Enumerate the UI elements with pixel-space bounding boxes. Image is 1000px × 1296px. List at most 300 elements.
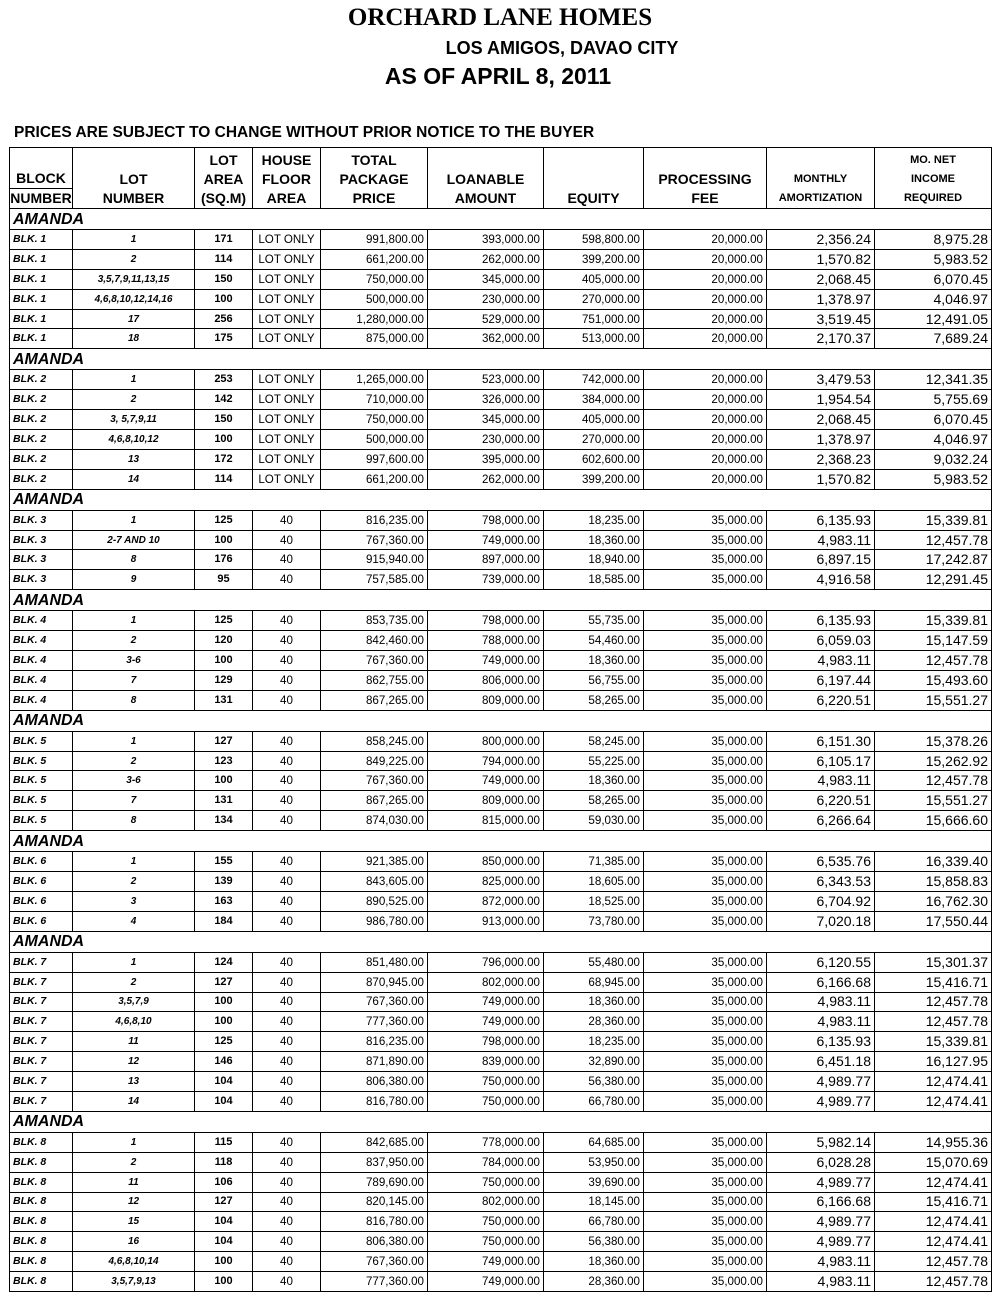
total-package-price-cell: 1,265,000.00 xyxy=(321,370,428,390)
group-spacer-cell xyxy=(644,1111,767,1132)
mo-net-income-required-cell: 15,378.26 xyxy=(875,731,992,751)
mo-net-income-required-cell: 14,955.36 xyxy=(875,1132,992,1152)
house-floor-area-cell: 40 xyxy=(253,852,321,872)
block-number-cell: BLK. 5 xyxy=(10,811,73,831)
group-spacer-cell xyxy=(544,590,644,611)
total-package-price-cell: 500,000.00 xyxy=(321,289,428,309)
block-number-cell: BLK. 7 xyxy=(10,1032,73,1052)
loanable-amount-cell: 897,000.00 xyxy=(428,550,544,570)
group-spacer-cell xyxy=(644,590,767,611)
lot-number-cell: 11 xyxy=(73,1172,195,1192)
total-package-price-cell: 862,755.00 xyxy=(321,670,428,690)
total-package-price-cell: 767,360.00 xyxy=(321,651,428,671)
block-number-cell: BLK. 3 xyxy=(10,530,73,550)
mo-net-income-required-cell: 12,474.41 xyxy=(875,1091,992,1111)
column-header-line: MO. NET xyxy=(910,154,956,166)
total-package-price-cell: 816,780.00 xyxy=(321,1091,428,1111)
house-floor-area-cell: LOT ONLY xyxy=(253,230,321,250)
table-row xyxy=(10,1091,992,1111)
processing-fee-cell: 35,000.00 xyxy=(644,911,767,931)
group-header-row xyxy=(10,489,992,510)
group-spacer-cell xyxy=(253,831,321,852)
column-header-line: LOANABLE xyxy=(446,171,525,187)
processing-fee-cell: 35,000.00 xyxy=(644,1132,767,1152)
processing-fee-cell: 20,000.00 xyxy=(644,249,767,269)
equity-cell: 55,225.00 xyxy=(544,751,644,771)
lot-number-cell: 18 xyxy=(73,329,195,349)
total-package-price-cell: 870,945.00 xyxy=(321,972,428,992)
lot-area-cell: 114 xyxy=(195,249,253,269)
loanable-amount-cell: 345,000.00 xyxy=(428,410,544,430)
table-row xyxy=(10,1212,992,1232)
table-row xyxy=(10,972,992,992)
monthly-amortization-cell: 6,220.51 xyxy=(767,791,875,811)
column-header-line: AREA xyxy=(266,190,307,206)
lot-area-cell: 125 xyxy=(195,611,253,631)
block-number-cell: BLK. 1 xyxy=(10,269,73,289)
table-row xyxy=(10,751,992,771)
lot-number-cell: 4 xyxy=(73,911,195,931)
lot-number-cell: 8 xyxy=(73,811,195,831)
lot-number-cell: 3,5,7,9 xyxy=(73,992,195,1012)
monthly-amortization-cell: 4,989.77 xyxy=(767,1072,875,1092)
lot-number-cell: 2 xyxy=(73,972,195,992)
group-spacer-cell xyxy=(195,209,253,230)
equity-cell: 18,360.00 xyxy=(544,771,644,791)
processing-fee-cell: 35,000.00 xyxy=(644,1012,767,1032)
group-spacer-cell xyxy=(875,710,992,731)
equity-cell: 513,000.00 xyxy=(544,329,644,349)
table-row xyxy=(10,230,992,250)
price-notice: PRICES ARE SUBJECT TO CHANGE WITHOUT PRIOR NOTICE TO THE BUYER xyxy=(14,124,595,141)
mo-net-income-required-cell: 17,550.44 xyxy=(875,911,992,931)
total-package-price-cell: 750,000.00 xyxy=(321,410,428,430)
loanable-amount-cell: 802,000.00 xyxy=(428,972,544,992)
monthly-amortization-cell: 4,989.77 xyxy=(767,1212,875,1232)
total-package-price-cell: 767,360.00 xyxy=(321,530,428,550)
house-floor-area-cell: 40 xyxy=(253,751,321,771)
lot-number-cell: 8 xyxy=(73,690,195,710)
column-header-line: AMOUNT xyxy=(454,190,517,206)
equity-cell: 18,360.00 xyxy=(544,1252,644,1272)
table-row xyxy=(10,510,992,530)
equity-cell: 18,940.00 xyxy=(544,550,644,570)
total-package-price-cell: 991,800.00 xyxy=(321,230,428,250)
monthly-amortization-cell: 2,068.45 xyxy=(767,269,875,289)
monthly-amortization-cell: 6,266.64 xyxy=(767,811,875,831)
block-number-cell: BLK. 4 xyxy=(10,631,73,651)
loanable-amount-cell: 794,000.00 xyxy=(428,751,544,771)
processing-fee-cell: 35,000.00 xyxy=(644,1172,767,1192)
mo-net-income-required-cell: 4,046.97 xyxy=(875,430,992,450)
table-row xyxy=(10,1172,992,1192)
lot-number-cell: 14 xyxy=(73,1091,195,1111)
equity-cell: 53,950.00 xyxy=(544,1152,644,1172)
equity-cell: 751,000.00 xyxy=(544,309,644,329)
group-spacer-cell xyxy=(644,931,767,952)
equity-cell: 18,145.00 xyxy=(544,1192,644,1212)
table-row xyxy=(10,410,992,430)
mo-net-income-required-cell: 15,070.69 xyxy=(875,1152,992,1172)
mo-net-income-required-cell: 15,339.81 xyxy=(875,510,992,530)
block-number-cell: BLK. 1 xyxy=(10,230,73,250)
processing-fee-cell: 35,000.00 xyxy=(644,1152,767,1172)
total-package-price-cell: 806,380.00 xyxy=(321,1072,428,1092)
lot-number-cell: 15 xyxy=(73,1212,195,1232)
lot-area-cell: 100 xyxy=(195,530,253,550)
column-header-line: NUMBER xyxy=(102,190,165,206)
lot-number-cell: 12 xyxy=(73,1052,195,1072)
lot-area-cell: 125 xyxy=(195,1032,253,1052)
processing-fee-cell: 35,000.00 xyxy=(644,1212,767,1232)
group-spacer-cell xyxy=(253,209,321,230)
group-spacer-cell xyxy=(875,931,992,952)
column-header-line: REQUIRED xyxy=(903,192,963,204)
lot-number-cell: 4,6,8,10,12,14,16 xyxy=(73,289,195,309)
group-header-row xyxy=(10,831,992,852)
processing-fee-cell: 35,000.00 xyxy=(644,972,767,992)
column-header-line: HOUSE xyxy=(261,152,312,168)
loanable-amount-cell: 798,000.00 xyxy=(428,1032,544,1052)
house-floor-area-cell: 40 xyxy=(253,891,321,911)
loanable-amount-cell: 913,000.00 xyxy=(428,911,544,931)
house-floor-area-cell: 40 xyxy=(253,550,321,570)
column-header-monthly-amortization xyxy=(767,148,875,209)
total-package-price-cell: 710,000.00 xyxy=(321,390,428,410)
lot-number-cell: 12 xyxy=(73,1192,195,1212)
house-floor-area-cell: 40 xyxy=(253,972,321,992)
group-header-row xyxy=(10,209,992,230)
document-title: ORCHARD LANE HOMES xyxy=(347,4,653,31)
house-floor-area-cell: LOT ONLY xyxy=(253,269,321,289)
lot-number-cell: 2 xyxy=(73,249,195,269)
loanable-amount-cell: 345,000.00 xyxy=(428,269,544,289)
total-package-price-cell: 986,780.00 xyxy=(321,911,428,931)
total-package-price-cell: 757,585.00 xyxy=(321,570,428,590)
column-header-house-floor-area xyxy=(253,148,321,209)
group-spacer-cell xyxy=(767,831,875,852)
table-row xyxy=(10,1012,992,1032)
table-row xyxy=(10,852,992,872)
equity-cell: 58,265.00 xyxy=(544,791,644,811)
block-number-cell: BLK. 8 xyxy=(10,1272,73,1292)
lot-area-cell: 114 xyxy=(195,469,253,489)
group-spacer-cell xyxy=(195,489,253,510)
house-floor-area-cell: LOT ONLY xyxy=(253,390,321,410)
column-header-lot-number xyxy=(73,148,195,209)
processing-fee-cell: 35,000.00 xyxy=(644,771,767,791)
equity-cell: 270,000.00 xyxy=(544,430,644,450)
block-number-cell: BLK. 7 xyxy=(10,1012,73,1032)
mo-net-income-required-cell: 6,070.45 xyxy=(875,269,992,289)
total-package-price-cell: 842,685.00 xyxy=(321,1132,428,1152)
total-package-price-cell: 820,145.00 xyxy=(321,1192,428,1212)
equity-cell: 399,200.00 xyxy=(544,249,644,269)
lot-area-cell: 104 xyxy=(195,1072,253,1092)
monthly-amortization-cell: 4,983.11 xyxy=(767,771,875,791)
mo-net-income-required-cell: 15,416.71 xyxy=(875,972,992,992)
group-spacer-cell xyxy=(253,349,321,370)
table-row xyxy=(10,911,992,931)
group-spacer-cell xyxy=(544,831,644,852)
house-floor-area-cell: 40 xyxy=(253,791,321,811)
mo-net-income-required-cell: 4,046.97 xyxy=(875,289,992,309)
mo-net-income-required-cell: 12,457.78 xyxy=(875,1012,992,1032)
mo-net-income-required-cell: 6,070.45 xyxy=(875,410,992,430)
block-number-cell: BLK. 4 xyxy=(10,690,73,710)
total-package-price-cell: 867,265.00 xyxy=(321,791,428,811)
lot-number-cell: 14 xyxy=(73,469,195,489)
lot-area-cell: 123 xyxy=(195,751,253,771)
equity-cell: 39,690.00 xyxy=(544,1172,644,1192)
loanable-amount-cell: 802,000.00 xyxy=(428,1192,544,1212)
group-label: AMANDA xyxy=(10,1111,195,1132)
processing-fee-cell: 35,000.00 xyxy=(644,1072,767,1092)
group-spacer-cell xyxy=(544,1111,644,1132)
total-package-price-cell: 843,605.00 xyxy=(321,872,428,892)
monthly-amortization-cell: 1,954.54 xyxy=(767,390,875,410)
monthly-amortization-cell: 6,220.51 xyxy=(767,690,875,710)
mo-net-income-required-cell: 12,457.78 xyxy=(875,651,992,671)
loanable-amount-cell: 326,000.00 xyxy=(428,390,544,410)
equity-cell: 68,945.00 xyxy=(544,972,644,992)
processing-fee-cell: 35,000.00 xyxy=(644,952,767,972)
house-floor-area-cell: 40 xyxy=(253,1052,321,1072)
lot-number-cell: 1 xyxy=(73,1132,195,1152)
total-package-price-cell: 867,265.00 xyxy=(321,690,428,710)
group-spacer-cell xyxy=(644,831,767,852)
processing-fee-cell: 35,000.00 xyxy=(644,1032,767,1052)
group-spacer-cell xyxy=(253,590,321,611)
group-spacer-cell xyxy=(428,931,544,952)
lot-area-cell: 129 xyxy=(195,670,253,690)
lot-area-cell: 106 xyxy=(195,1172,253,1192)
house-floor-area-cell: 40 xyxy=(253,911,321,931)
total-package-price-cell: 851,480.00 xyxy=(321,952,428,972)
block-number-cell: BLK. 7 xyxy=(10,1072,73,1092)
table-row xyxy=(10,370,992,390)
lot-number-cell: 1 xyxy=(73,731,195,751)
processing-fee-cell: 35,000.00 xyxy=(644,690,767,710)
equity-cell: 56,380.00 xyxy=(544,1232,644,1252)
group-spacer-cell xyxy=(428,349,544,370)
block-number-cell: BLK. 2 xyxy=(10,370,73,390)
house-floor-area-cell: LOT ONLY xyxy=(253,370,321,390)
lot-area-cell: 163 xyxy=(195,891,253,911)
house-floor-area-cell: 40 xyxy=(253,1212,321,1232)
monthly-amortization-cell: 6,135.93 xyxy=(767,1032,875,1052)
house-floor-area-cell: LOT ONLY xyxy=(253,249,321,269)
mo-net-income-required-cell: 12,491.05 xyxy=(875,309,992,329)
mo-net-income-required-cell: 5,755.69 xyxy=(875,390,992,410)
loanable-amount-cell: 230,000.00 xyxy=(428,430,544,450)
processing-fee-cell: 20,000.00 xyxy=(644,410,767,430)
total-package-price-cell: 816,235.00 xyxy=(321,1032,428,1052)
group-spacer-cell xyxy=(195,349,253,370)
total-package-price-cell: 767,360.00 xyxy=(321,771,428,791)
loanable-amount-cell: 749,000.00 xyxy=(428,1272,544,1292)
column-header-line: TOTAL xyxy=(351,152,397,168)
total-package-price-cell: 1,280,000.00 xyxy=(321,309,428,329)
table-row xyxy=(10,550,992,570)
lot-number-cell: 4,6,8,10 xyxy=(73,1012,195,1032)
loanable-amount-cell: 750,000.00 xyxy=(428,1072,544,1092)
table-row xyxy=(10,872,992,892)
loanable-amount-cell: 850,000.00 xyxy=(428,852,544,872)
lot-area-cell: 100 xyxy=(195,1272,253,1292)
processing-fee-cell: 35,000.00 xyxy=(644,1091,767,1111)
monthly-amortization-cell: 4,989.77 xyxy=(767,1091,875,1111)
lot-area-cell: 100 xyxy=(195,289,253,309)
column-header-line: NUMBER xyxy=(10,190,72,206)
equity-cell: 66,780.00 xyxy=(544,1212,644,1232)
total-package-price-cell: 842,460.00 xyxy=(321,631,428,651)
lot-area-cell: 95 xyxy=(195,570,253,590)
lot-area-cell: 146 xyxy=(195,1052,253,1072)
house-floor-area-cell: 40 xyxy=(253,1032,321,1052)
lot-number-cell: 3, 5,7,9,11 xyxy=(73,410,195,430)
monthly-amortization-cell: 4,983.11 xyxy=(767,651,875,671)
lot-number-cell: 3-6 xyxy=(73,771,195,791)
group-label: AMANDA xyxy=(10,831,195,852)
equity-cell: 28,360.00 xyxy=(544,1272,644,1292)
monthly-amortization-cell: 4,916.58 xyxy=(767,570,875,590)
house-floor-area-cell: 40 xyxy=(253,651,321,671)
total-package-price-cell: 997,600.00 xyxy=(321,449,428,469)
group-spacer-cell xyxy=(767,1111,875,1132)
total-package-price-cell: 767,360.00 xyxy=(321,992,428,1012)
loanable-amount-cell: 739,000.00 xyxy=(428,570,544,590)
group-spacer-cell xyxy=(767,931,875,952)
monthly-amortization-cell: 6,343.53 xyxy=(767,872,875,892)
group-spacer-cell xyxy=(767,590,875,611)
processing-fee-cell: 20,000.00 xyxy=(644,309,767,329)
column-header-line: EQUITY xyxy=(567,190,620,206)
loanable-amount-cell: 529,000.00 xyxy=(428,309,544,329)
loanable-amount-cell: 839,000.00 xyxy=(428,1052,544,1072)
group-header-row xyxy=(10,931,992,952)
column-header-line: PROCESSING xyxy=(658,171,752,187)
group-spacer-cell xyxy=(321,590,428,611)
total-package-price-cell: 858,245.00 xyxy=(321,731,428,751)
equity-cell: 405,000.00 xyxy=(544,410,644,430)
total-package-price-cell: 806,380.00 xyxy=(321,1232,428,1252)
lot-area-cell: 256 xyxy=(195,309,253,329)
monthly-amortization-cell: 6,535.76 xyxy=(767,852,875,872)
monthly-amortization-cell: 4,983.11 xyxy=(767,530,875,550)
table-row xyxy=(10,992,992,1012)
mo-net-income-required-cell: 5,983.52 xyxy=(875,249,992,269)
lot-number-cell: 11 xyxy=(73,1032,195,1052)
house-floor-area-cell: LOT ONLY xyxy=(253,410,321,430)
loanable-amount-cell: 784,000.00 xyxy=(428,1152,544,1172)
equity-cell: 73,780.00 xyxy=(544,911,644,931)
block-number-cell: BLK. 2 xyxy=(10,449,73,469)
lot-number-cell: 3,5,7,9,11,13,15 xyxy=(73,269,195,289)
block-number-cell: BLK. 2 xyxy=(10,430,73,450)
lot-area-cell: 115 xyxy=(195,1132,253,1152)
column-header-block-number xyxy=(10,148,73,209)
block-number-cell: BLK. 1 xyxy=(10,249,73,269)
monthly-amortization-cell: 6,059.03 xyxy=(767,631,875,651)
block-number-cell: BLK. 8 xyxy=(10,1212,73,1232)
column-header-equity xyxy=(544,148,644,209)
loanable-amount-cell: 749,000.00 xyxy=(428,530,544,550)
house-floor-area-cell: 40 xyxy=(253,670,321,690)
loanable-amount-cell: 798,000.00 xyxy=(428,611,544,631)
block-number-cell: BLK. 1 xyxy=(10,309,73,329)
block-number-cell: BLK. 6 xyxy=(10,911,73,931)
house-floor-area-cell: 40 xyxy=(253,1272,321,1292)
group-spacer-cell xyxy=(253,1111,321,1132)
monthly-amortization-cell: 1,378.97 xyxy=(767,430,875,450)
block-number-cell: BLK. 6 xyxy=(10,852,73,872)
group-spacer-cell xyxy=(253,489,321,510)
group-spacer-cell xyxy=(767,710,875,731)
monthly-amortization-cell: 4,989.77 xyxy=(767,1232,875,1252)
total-package-price-cell: 875,000.00 xyxy=(321,329,428,349)
lot-number-cell: 7 xyxy=(73,670,195,690)
equity-cell: 56,380.00 xyxy=(544,1072,644,1092)
group-spacer-cell xyxy=(195,931,253,952)
equity-cell: 18,360.00 xyxy=(544,651,644,671)
block-number-cell: BLK. 7 xyxy=(10,992,73,1012)
monthly-amortization-cell: 6,197.44 xyxy=(767,670,875,690)
mo-net-income-required-cell: 12,474.41 xyxy=(875,1212,992,1232)
lot-area-cell: 100 xyxy=(195,1252,253,1272)
lot-area-cell: 184 xyxy=(195,911,253,931)
monthly-amortization-cell: 4,983.11 xyxy=(767,1272,875,1292)
lot-area-cell: 118 xyxy=(195,1152,253,1172)
table-row xyxy=(10,1052,992,1072)
equity-cell: 18,605.00 xyxy=(544,872,644,892)
lot-area-cell: 131 xyxy=(195,690,253,710)
group-header-row xyxy=(10,1111,992,1132)
loanable-amount-cell: 262,000.00 xyxy=(428,249,544,269)
processing-fee-cell: 20,000.00 xyxy=(644,370,767,390)
monthly-amortization-cell: 6,704.92 xyxy=(767,891,875,911)
equity-cell: 18,235.00 xyxy=(544,510,644,530)
monthly-amortization-cell: 2,170.37 xyxy=(767,329,875,349)
lot-area-cell: 253 xyxy=(195,370,253,390)
lot-area-cell: 124 xyxy=(195,952,253,972)
lot-number-cell: 3 xyxy=(73,891,195,911)
mo-net-income-required-cell: 8,975.28 xyxy=(875,230,992,250)
mo-net-income-required-cell: 15,339.81 xyxy=(875,611,992,631)
total-package-price-cell: 750,000.00 xyxy=(321,269,428,289)
total-package-price-cell: 816,780.00 xyxy=(321,1212,428,1232)
lot-area-cell: 139 xyxy=(195,872,253,892)
group-spacer-cell xyxy=(195,710,253,731)
table-row xyxy=(10,1072,992,1092)
house-floor-area-cell: 40 xyxy=(253,992,321,1012)
equity-cell: 405,000.00 xyxy=(544,269,644,289)
processing-fee-cell: 35,000.00 xyxy=(644,570,767,590)
processing-fee-cell: 35,000.00 xyxy=(644,811,767,831)
total-package-price-cell: 874,030.00 xyxy=(321,811,428,831)
processing-fee-cell: 20,000.00 xyxy=(644,269,767,289)
group-header-row xyxy=(10,590,992,611)
column-header-line: FEE xyxy=(691,190,719,206)
lot-area-cell: 171 xyxy=(195,230,253,250)
lot-area-cell: 127 xyxy=(195,731,253,751)
lot-number-cell: 2 xyxy=(73,390,195,410)
house-floor-area-cell: 40 xyxy=(253,530,321,550)
processing-fee-cell: 35,000.00 xyxy=(644,1052,767,1072)
table-body xyxy=(10,209,992,1292)
group-spacer-cell xyxy=(428,1111,544,1132)
processing-fee-cell: 35,000.00 xyxy=(644,872,767,892)
